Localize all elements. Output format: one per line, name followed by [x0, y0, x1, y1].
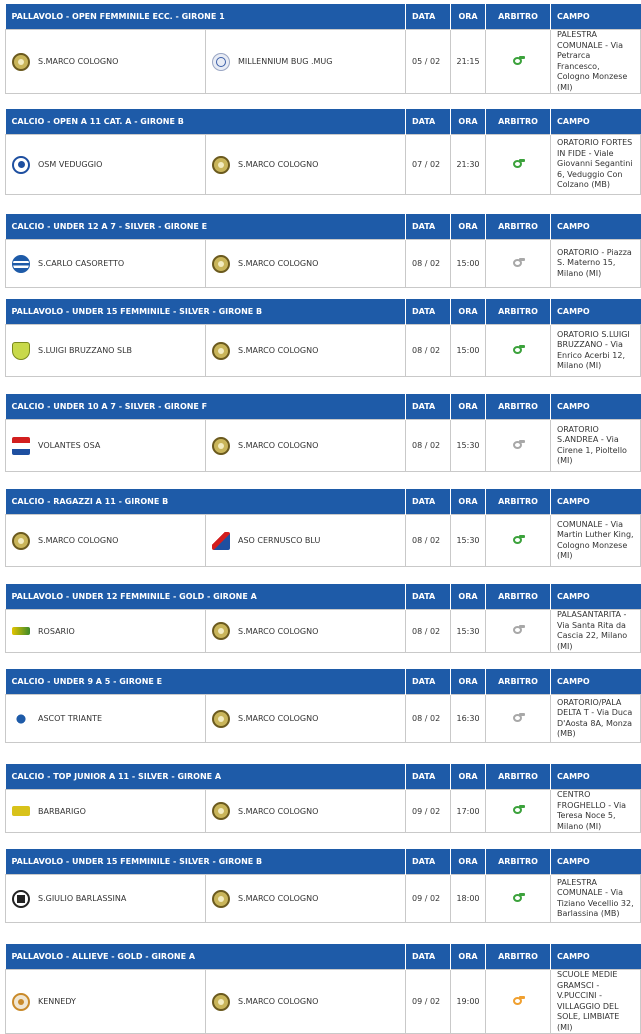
referee-cell	[486, 30, 551, 94]
away-team-name[interactable]: ASO CERNUSCO BLU	[238, 536, 321, 545]
header-campo: CAMPO	[551, 489, 641, 515]
match-row	[6, 240, 641, 288]
team-logo-icon	[12, 342, 30, 360]
team-logo-icon	[12, 53, 30, 71]
header-campo: CAMPO	[551, 584, 641, 610]
header-arbitro: ARBITRO	[486, 944, 551, 970]
away-team-name[interactable]: S.MARCO COLOGNO	[238, 997, 319, 1006]
match-card	[5, 584, 628, 653]
team-logo-icon	[212, 710, 230, 728]
header-data: DATA	[406, 394, 451, 420]
match-row	[6, 515, 641, 567]
team-logo-icon	[12, 627, 30, 635]
home-team-cell	[6, 240, 206, 288]
header-arbitro: ARBITRO	[486, 849, 551, 875]
match-title: PALLAVOLO - UNDER 15 FEMMINILE - SILVER - GIRONE B	[6, 299, 406, 325]
match-card	[5, 299, 630, 377]
home-team-name[interactable]: KENNEDY	[38, 997, 76, 1006]
match-table	[5, 944, 641, 1034]
header-ora: ORA	[451, 764, 486, 790]
away-team-name[interactable]: S.MARCO COLOGNO	[238, 626, 319, 636]
header-campo: CAMPO	[551, 764, 641, 790]
header-ora: ORA	[451, 4, 486, 30]
match-card	[5, 489, 634, 567]
team-logo-icon	[212, 993, 230, 1011]
match-date: 08 / 02	[406, 695, 451, 743]
match-header-row	[6, 4, 641, 30]
header-campo: CAMPO	[551, 669, 641, 695]
team-logo-icon	[12, 532, 30, 550]
header-data: DATA	[406, 584, 451, 610]
header-arbitro: ARBITRO	[486, 584, 551, 610]
match-header-row	[6, 394, 641, 420]
whistle-icon[interactable]	[511, 713, 525, 723]
team-logo-icon	[212, 53, 230, 71]
match-title: PALLAVOLO - UNDER 12 FEMMINILE - GOLD - GIRONE A	[6, 584, 406, 610]
match-time: 15:30	[451, 420, 486, 472]
home-team-cell	[6, 875, 206, 923]
away-team-cell	[206, 695, 406, 743]
away-team-cell	[206, 30, 406, 94]
match-time: 21:15	[451, 30, 486, 94]
match-table	[5, 394, 641, 472]
team-logo-icon	[12, 710, 30, 728]
match-table	[5, 764, 641, 833]
match-title: CALCIO - UNDER 9 A 5 - GIRONE E	[6, 669, 406, 695]
away-team-cell	[206, 970, 406, 1034]
match-venue: ORATORIO - Piazza S. Materno 15, Milano (MI)	[551, 240, 641, 288]
match-date: 09 / 02	[406, 790, 451, 833]
header-ora: ORA	[451, 489, 486, 515]
referee-cell	[486, 135, 551, 195]
home-team-name[interactable]: ASCOT TRIANTE	[38, 714, 103, 723]
home-team-name[interactable]: S.GIULIO BARLASSINA	[38, 894, 127, 903]
header-ora: ORA	[451, 214, 486, 240]
home-team-cell	[6, 610, 206, 653]
match-date: 07 / 02	[406, 135, 451, 195]
header-data: DATA	[406, 214, 451, 240]
header-arbitro: ARBITRO	[486, 669, 551, 695]
referee-cell	[486, 325, 551, 377]
match-card	[5, 4, 628, 94]
whistle-icon[interactable]	[511, 805, 525, 815]
away-team-name[interactable]: S.MARCO COLOGNO	[238, 346, 319, 355]
match-time: 15:30	[451, 515, 486, 567]
away-team-name[interactable]: S.MARCO COLOGNO	[238, 806, 319, 816]
team-logo-icon	[212, 890, 230, 908]
referee-cell	[486, 695, 551, 743]
match-date: 05 / 02	[406, 30, 451, 94]
whistle-icon[interactable]	[511, 893, 525, 903]
header-data: DATA	[406, 849, 451, 875]
match-row	[6, 325, 641, 377]
header-campo: CAMPO	[551, 944, 641, 970]
header-arbitro: ARBITRO	[486, 764, 551, 790]
home-team-name[interactable]: OSM VEDUGGIO	[38, 160, 103, 169]
whistle-icon[interactable]	[511, 625, 525, 635]
match-date: 08 / 02	[406, 420, 451, 472]
home-team-name[interactable]: BARBARIGO	[38, 806, 86, 816]
match-venue: ORATORIO/PALA DELTA T - Via Duca D'Aosta 8A, Monza (MB)	[551, 695, 641, 743]
team-logo-icon	[212, 802, 230, 820]
match-venue: COMUNALE - Via Martin Luther King, Cologno Monzese (MI)	[551, 515, 641, 567]
match-header-row	[6, 849, 641, 875]
header-ora: ORA	[451, 669, 486, 695]
team-logo-icon	[212, 437, 230, 455]
match-table	[5, 214, 641, 288]
match-table	[5, 489, 641, 567]
match-time: 19:00	[451, 970, 486, 1034]
match-row	[6, 970, 641, 1034]
referee-cell	[486, 420, 551, 472]
home-team-cell	[6, 30, 206, 94]
home-team-cell	[6, 515, 206, 567]
match-time: 16:30	[451, 695, 486, 743]
team-logo-icon	[12, 890, 30, 908]
home-team-cell	[6, 135, 206, 195]
home-team-cell	[6, 970, 206, 1034]
away-team-cell	[206, 420, 406, 472]
header-ora: ORA	[451, 109, 486, 135]
match-row	[6, 420, 641, 472]
away-team-cell	[206, 240, 406, 288]
header-arbitro: ARBITRO	[486, 109, 551, 135]
match-header-row	[6, 669, 641, 695]
team-logo-icon	[212, 532, 230, 550]
away-team-name[interactable]: S.MARCO COLOGNO	[238, 894, 319, 903]
header-data: DATA	[406, 944, 451, 970]
header-arbitro: ARBITRO	[486, 489, 551, 515]
header-arbitro: ARBITRO	[486, 4, 551, 30]
away-team-name[interactable]: S.MARCO COLOGNO	[238, 160, 319, 169]
away-team-cell	[206, 610, 406, 653]
match-time: 15:30	[451, 610, 486, 653]
match-title: CALCIO - TOP JUNIOR A 11 - SILVER - GIRONE A	[6, 764, 406, 790]
team-logo-icon	[12, 437, 30, 455]
header-campo: CAMPO	[551, 109, 641, 135]
match-title: PALLAVOLO - OPEN FEMMINILE ECC. - GIRONE 1	[6, 4, 406, 30]
match-venue: PALESTRA COMUNALE - Via Petrarca Francesco, Cologno Monzese (MI)	[551, 30, 641, 94]
whistle-icon[interactable]	[511, 56, 525, 66]
match-date: 09 / 02	[406, 875, 451, 923]
team-logo-icon	[12, 255, 30, 273]
match-date: 08 / 02	[406, 610, 451, 653]
match-card	[5, 849, 634, 923]
match-title: PALLAVOLO - ALLIEVE - GOLD - GIRONE A	[6, 944, 406, 970]
referee-cell	[486, 515, 551, 567]
header-campo: CAMPO	[551, 4, 641, 30]
header-campo: CAMPO	[551, 299, 641, 325]
header-data: DATA	[406, 669, 451, 695]
match-time: 15:00	[451, 325, 486, 377]
away-team-cell	[206, 515, 406, 567]
match-row	[6, 790, 641, 833]
team-logo-icon	[212, 255, 230, 273]
home-team-name[interactable]: S.MARCO COLOGNO	[38, 536, 119, 545]
match-time: 17:00	[451, 790, 486, 833]
header-ora: ORA	[451, 849, 486, 875]
away-team-cell	[206, 790, 406, 833]
match-date: 08 / 02	[406, 240, 451, 288]
match-title: CALCIO - UNDER 12 A 7 - SILVER - GIRONE E	[6, 214, 406, 240]
match-header-row	[6, 764, 641, 790]
home-team-cell	[6, 325, 206, 377]
away-team-cell	[206, 135, 406, 195]
header-arbitro: ARBITRO	[486, 214, 551, 240]
home-team-name[interactable]: S.CARLO CASORETTO	[38, 259, 125, 268]
home-team-name[interactable]: S.LUIGI BRUZZANO SLB	[38, 346, 133, 355]
match-table	[5, 849, 641, 923]
team-logo-icon	[212, 342, 230, 360]
match-date: 08 / 02	[406, 515, 451, 567]
match-row	[6, 610, 641, 653]
match-header-row	[6, 299, 641, 325]
referee-cell	[486, 875, 551, 923]
header-ora: ORA	[451, 394, 486, 420]
referee-cell	[486, 610, 551, 653]
home-team-cell	[6, 420, 206, 472]
match-table	[5, 299, 641, 377]
match-card	[5, 214, 632, 288]
whistle-icon[interactable]	[511, 345, 525, 355]
match-venue: PALESTRA COMUNALE - Via Tiziano Vecellio 32, Barlassina (MB)	[551, 875, 641, 923]
team-logo-icon	[12, 993, 30, 1011]
away-team-name[interactable]: S.MARCO COLOGNO	[238, 714, 319, 723]
home-team-cell	[6, 790, 206, 833]
match-card	[5, 394, 627, 472]
match-date: 08 / 02	[406, 325, 451, 377]
match-row	[6, 135, 641, 195]
header-ora: ORA	[451, 944, 486, 970]
match-header-row	[6, 214, 641, 240]
header-ora: ORA	[451, 584, 486, 610]
match-card	[5, 109, 633, 195]
match-venue: SCUOLE MEDIE GRAMSCI - V.PUCCINI -VILLAGGIO DEL SOLE, LIMBIATE (MI)	[551, 970, 641, 1034]
match-row	[6, 875, 641, 923]
match-time: 18:00	[451, 875, 486, 923]
match-time: 15:00	[451, 240, 486, 288]
match-card	[5, 944, 620, 1034]
header-campo: CAMPO	[551, 394, 641, 420]
match-header-row	[6, 109, 641, 135]
match-header-row	[6, 584, 641, 610]
match-row	[6, 30, 641, 94]
home-team-name[interactable]: ROSARIO	[38, 626, 75, 636]
away-team-cell	[206, 325, 406, 377]
match-title: PALLAVOLO - UNDER 15 FEMMINILE - SILVER - GIRONE B	[6, 849, 406, 875]
match-table	[5, 669, 641, 743]
match-title: CALCIO - OPEN A 11 CAT. A - GIRONE B	[6, 109, 406, 135]
away-team-name[interactable]: S.MARCO COLOGNO	[238, 259, 319, 268]
away-team-name[interactable]: MILLENNIUM BUG .MUG	[238, 57, 333, 66]
referee-cell	[486, 240, 551, 288]
whistle-icon[interactable]	[511, 996, 525, 1006]
match-table	[5, 584, 641, 653]
header-data: DATA	[406, 764, 451, 790]
match-table	[5, 109, 641, 195]
referee-cell	[486, 970, 551, 1034]
team-logo-icon	[212, 622, 230, 640]
match-header-row	[6, 944, 641, 970]
match-card	[5, 669, 633, 743]
referee-cell	[486, 790, 551, 833]
match-venue: ORATORIO FORTES IN FIDE - Viale Giovanni Segantini 6, Veduggio Con Colzano (MB)	[551, 135, 641, 195]
match-title: CALCIO - RAGAZZI A 11 - GIRONE B	[6, 489, 406, 515]
match-row	[6, 695, 641, 743]
away-team-name[interactable]: S.MARCO COLOGNO	[238, 441, 319, 450]
match-title: CALCIO - UNDER 10 A 7 - SILVER - GIRONE F	[6, 394, 406, 420]
header-campo: CAMPO	[551, 214, 641, 240]
match-header-row	[6, 489, 641, 515]
team-logo-icon	[12, 806, 30, 816]
header-ora: ORA	[451, 299, 486, 325]
match-time: 21:30	[451, 135, 486, 195]
team-logo-icon	[12, 156, 30, 174]
match-venue: ORATORIO S.LUIGI BRUZZANO - Via Enrico Acerbi 12, Milano (MI)	[551, 325, 641, 377]
match-card	[5, 764, 627, 833]
header-data: DATA	[406, 109, 451, 135]
header-data: DATA	[406, 299, 451, 325]
team-logo-icon	[212, 156, 230, 174]
match-venue: PALASANTARITA - Via Santa Rita da Cascia 22, Milano (MI)	[551, 610, 641, 653]
home-team-name[interactable]: S.MARCO COLOGNO	[38, 57, 119, 66]
header-arbitro: ARBITRO	[486, 394, 551, 420]
away-team-cell	[206, 875, 406, 923]
header-arbitro: ARBITRO	[486, 299, 551, 325]
home-team-name[interactable]: VOLANTES OSA	[38, 441, 101, 450]
home-team-cell	[6, 695, 206, 743]
whistle-icon[interactable]	[511, 258, 525, 268]
whistle-icon[interactable]	[511, 535, 525, 545]
whistle-icon[interactable]	[511, 440, 525, 450]
match-venue: CENTRO FROGHELLO - Via Teresa Noce 5, Milano (MI)	[551, 790, 641, 833]
header-data: DATA	[406, 489, 451, 515]
match-date: 09 / 02	[406, 970, 451, 1034]
match-table	[5, 4, 641, 94]
whistle-icon[interactable]	[511, 159, 525, 169]
header-data: DATA	[406, 4, 451, 30]
match-venue: ORATORIO S.ANDREA - Via Cirene 1, Pioltello (MI)	[551, 420, 641, 472]
header-campo: CAMPO	[551, 849, 641, 875]
